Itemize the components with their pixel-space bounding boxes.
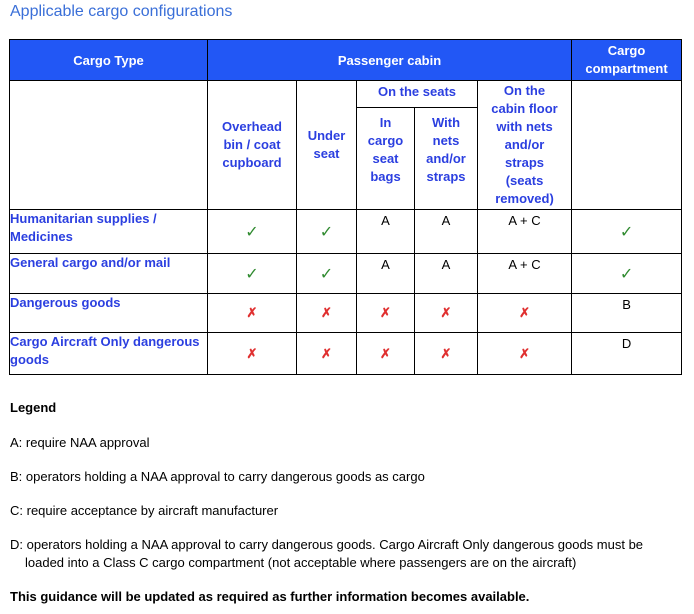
cell-value: A + C <box>478 210 572 254</box>
check-icon: ✓ <box>319 265 334 283</box>
check-icon: ✓ <box>319 223 334 241</box>
legend-item-b: B: operators holding a NAA approval to carry dangerous goods as cargo <box>10 469 425 484</box>
cross-icon: ✗ <box>246 305 258 320</box>
row-label-general-cargo: General cargo and/or mail <box>10 254 208 294</box>
cross-icon: ✗ <box>321 345 332 361</box>
cross-icon: ✗ <box>321 305 332 320</box>
subheader-cargo-seat-bags: In cargo seat bags <box>357 108 415 210</box>
cell-value: A <box>357 254 415 294</box>
row-label-humanitarian: Humanitarian supplies / Medicines <box>10 210 208 254</box>
legend-title: Legend <box>10 400 57 415</box>
header-cargo-compartment: Cargo compartment <box>572 40 682 81</box>
subheader-with-nets: With nets and/or straps <box>415 108 478 210</box>
check-icon: ✓ <box>619 223 634 241</box>
subheader-on-the-seats: On the seats <box>357 81 478 108</box>
row-label-cargo-aircraft-only: Cargo Aircraft Only dangerous goods <box>10 333 208 375</box>
cross-icon: ✗ <box>519 305 530 320</box>
check-icon: ✓ <box>619 265 634 283</box>
cross-icon: ✗ <box>380 305 391 320</box>
cross-icon: ✗ <box>440 345 452 361</box>
cell-value: A <box>415 254 478 294</box>
cross-icon: ✗ <box>246 345 258 361</box>
cell-value: A <box>357 210 415 254</box>
header-passenger-cabin: Passenger cabin <box>208 40 572 81</box>
cell-value: A <box>415 210 478 254</box>
subheader-overhead-bin: Overhead bin / coat cupboard <box>208 81 297 210</box>
cross-icon: ✗ <box>380 345 391 361</box>
legend-item-d-continued: loaded into a Class C cargo compartment (not acceptable where passengers are on the aircraft) <box>25 555 577 570</box>
page-title: Applicable cargo configurations <box>10 3 233 20</box>
table-row <box>10 254 682 294</box>
legend-item-a: A: require NAA approval <box>10 435 150 450</box>
subheader-cabin-floor: On the cabin floor with nets and/or straps (seats removed) <box>478 81 572 210</box>
subheader-empty-compartment <box>572 81 682 210</box>
check-icon: ✓ <box>245 265 259 283</box>
cell-value: B <box>572 294 682 333</box>
row-label-dangerous-goods: Dangerous goods <box>10 294 208 333</box>
cross-icon: ✗ <box>440 305 452 320</box>
cargo-configuration-table <box>9 39 682 375</box>
table-row <box>10 294 682 333</box>
legend-item-d: D: operators holding a NAA approval to carry dangerous goods. Cargo Aircraft Only dangerous goods must be <box>10 537 644 552</box>
subheader-under-seat: Under seat <box>297 81 357 210</box>
subheader-empty-cargo-type <box>10 81 208 210</box>
header-cargo-type: Cargo Type <box>10 40 208 81</box>
legend-item-c: C: require acceptance by aircraft manufacturer <box>10 503 279 518</box>
cell-value: A + C <box>478 254 572 294</box>
cell-value: D <box>572 333 682 375</box>
footer-note: This guidance will be updated as required as further information becomes available. <box>10 589 530 604</box>
table-row <box>10 210 682 254</box>
check-icon: ✓ <box>245 223 259 241</box>
cross-icon: ✗ <box>519 345 530 361</box>
table-row <box>10 333 682 375</box>
